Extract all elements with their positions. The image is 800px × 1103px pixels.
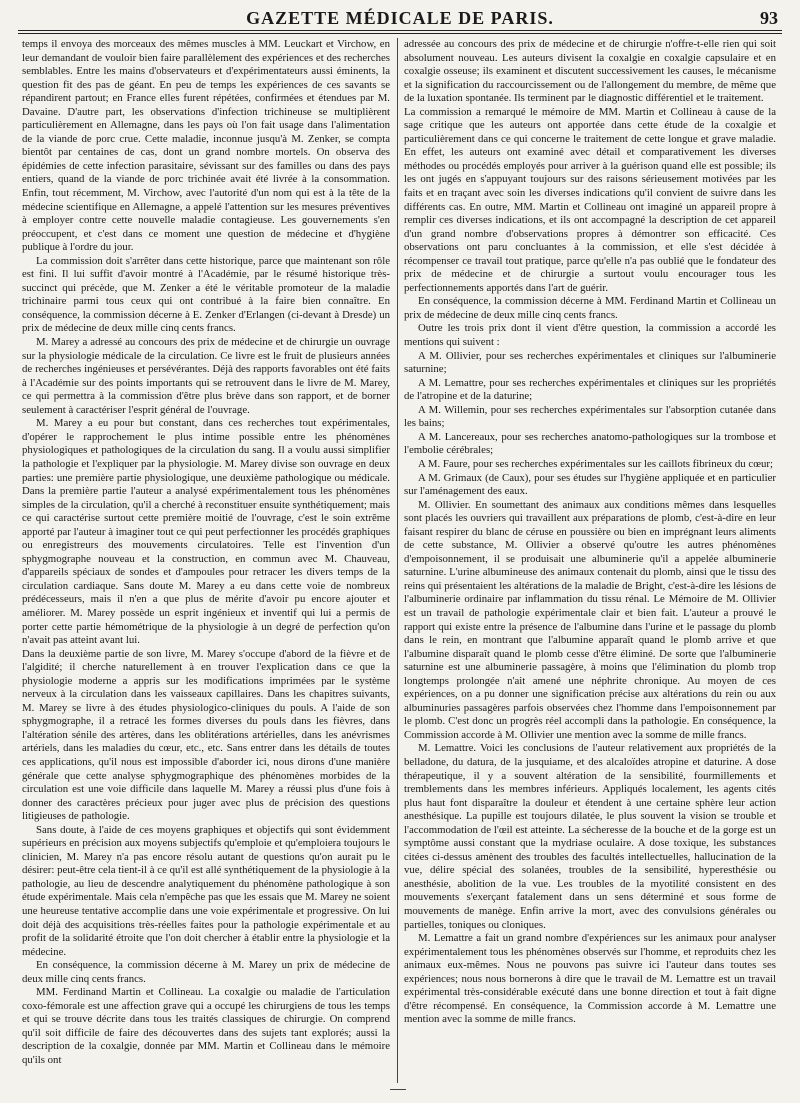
paragraph: A M. Ollivier, pour ses recherches expérimentales et cliniques sur l'albuminerie saturnine; <box>404 349 776 376</box>
paragraph: Outre les trois prix dont il vient d'être question, la commission a accordé les mentions qui suivent : <box>404 322 776 349</box>
paragraph: A M. Lancereaux, pour ses recherches anatomo-pathologiques sur la trombose et l'embolie cérébrales; <box>404 430 776 457</box>
journal-title: GAZETTE MÉDICALE DE PARIS. <box>246 8 554 28</box>
paragraph: A M. Faure, pour ses recherches expérimentales sur les caillots fibrineux du cœur; <box>418 457 773 470</box>
paragraph: M. Marey a adressé au concours des prix de médecine et de chirurgie un ouvrage sur la physiologie médicale de la circulation. Ce livre est le fruit de plusieurs années de recherches ingénieuses et persévérantes. Déjà des rapports favorables ont été faits à l'Académie sur des points importants qui se retrouvent dans le livre de M. Marey, ce qui permettra à la commission d'être plus brève dans son rapport, et de borner seulement à caractériser l'esprit général de l'ouvrage. <box>22 336 390 416</box>
paragraph: La commission doit s'arrêter dans cette historique, parce que maintenant son rôle est fini. Il lui suffit d'avoir montré à l'Académie, par le résumé historique très-succinct qui précède, que M. Zenker a été le véritable promoteur de la maladie trichinaire parmi tous ceux qui ont contribué à la faire bien connaître. En conséquence, la commission décerne à E. Zenker d'Erlangen (ci-devant à Dresde) un prix de médecine de deux mille cinq cents francs. <box>22 254 390 335</box>
page-number: 93 <box>760 8 778 28</box>
paragraph: adressée au concours des prix de médecine et de chirurgie n'offre-t-elle rien qui soit absolument nouveau. Les auteurs divisent la coxalgie en coxalgie capsulaire et en coxalgie osseuse; ils examinent et discutent successivement les causes, le mécanisme et la signification du raccourcissement ou de l'allongement du membre, de même que de la luxation spontanée. Ils terminent par le diagnostic différentiel et le traitement. <box>404 38 776 105</box>
paragraph: M. Lemattre. Voici les conclusions de l'auteur relativement aux propriétés de la belladone, du datura, de la jusquiame, et des alcaloïdes atropine et daturine. A dose thérapeutique, il y a souvent altération de la sensibilité, fourmillements et tremblements dans les membres inférieurs. Appliqués localement, les agents cités plus haut font disparaître la douleur et étendent à une certaine sphère leur action anesthésique. La pupille est toujours dilatée, le plus souvent la vision se trouble et l'accommodation de l'œil est atteinte. La sécheresse de la bouche et de la gorge est un symptôme aussi constant que la mydriase oculaire. A dose toxique, les substances citées ci-dessus amènent des troubles des facultés intellectuelles, hallucination de la vue, délire spécial des solanées, troubles de la sensibilité, hyperesthésie ou anesthésie, abolition de la vue. Les troubles de la myotilité consistent en des mouvements s'exerçant fatalement dans un sens déterminé et sous forme de mouvements de manège. Enfin arrive la mort, avec des convulsions générales ou partielles, toniques ou cloniques. <box>404 742 776 931</box>
paragraph: Sans doute, à l'aide de ces moyens graphiques et objectifs qui sont évidemment supérieurs en précision aux moyens subjectifs qu'emploie et qu'emploiera toujours le clinicien, M. Marey n'a pas encore résolu autant de questions qu'on aurait pu le désirer: peut-être cela tient-il à ce qu'il est allé synthétiquement de la physiologie à la pathologie, au lieu de descendre analytiquement du phénomène pathologique à son étude expérimentale. Mais cela n'empêche pas que les essais que M. Marey ne soient une heureuse tentative accomplie dans une voie expérimentale et progressive. On lui doit déjà des acquisitions très-réelles faites pour la pathologie expérimentale et au profit de la solidarité étroite que l'on doit chercher à établir entre la physiologie et la médecine. <box>22 823 390 958</box>
paragraph: En conséquence, la commission décerne à MM. Ferdinand Martin et Collineau un prix de médecine de deux mille cinq cents francs. <box>404 295 776 321</box>
left-column <box>22 38 390 1088</box>
paragraph: En conséquence, la commission décerne à M. Marey un prix de médecine de deux mille cinq cents francs. <box>22 959 390 985</box>
paragraph: Dans la deuxième partie de son livre, M. Marey s'occupe d'abord de la fièvre et de l'algidité; il cherche naturellement à en trouver l'explication dans ce que la physiologie moderne a appris sur les modifications imprimées par le système nerveux à la circulation dans les vaisseaux capillaires. Dans les chapitres suivants, M. Marey se livre à des études physiologico-cliniques du pouls. A l'aide de son sphygmographe, il a retracé les formes diverses du pouls dans les fièvres, dans l'altération sénile des artères, dans les oblitérations artérielles, dans les anévrismes artériels, dans les maladies du cœur, etc., etc. Sans entrer dans les détails de toutes ces applications, qu'il nous est impossible d'aborder ici, nous dirons d'une manière générale que cette analyse sphygmographique des phénomènes morbides de la circulation est une voie difficile dans laquelle M. Marey a réussi plus d'une fois à donner des caractères précieux pour juger avec plus de précision des questions litigieuses de pathologie. <box>22 647 390 823</box>
paragraph: A M. Willemin, pour ses recherches expérimentales sur l'absorption cutanée dans les bains; <box>404 403 776 430</box>
paragraph: MM. Ferdinand Martin et Collineau. La coxalgie ou maladie de l'articulation coxo-fémorale est une affection grave qui a occupé les chirurgiens de tous les temps et qui se trouve décrite dans tous les traités classiques de chirurgie. On comprend qu'il soit difficile de faire des découvertes dans des sujets tant explorés; aussi la description de la coxalgie, donnée par MM. Martin et Collineau dans le mémoire qu'ils ont <box>22 986 390 1067</box>
right-column <box>404 38 776 1088</box>
column-divider <box>397 38 398 1083</box>
paragraph: M. Ollivier. En soumettant des animaux aux conditions mêmes dans lesquelles sont placés les ouvriers qui travaillent aux préparations de plomb, c'est-à-dire en leur faisant respirer du blanc de céruse en poussière ou bien en imprégnant leurs aliments de cette substance, M. Ollivier a observé qu'outre les autres phénomènes d'empoisonnement, il se produisait une albuminerie qu'il a appelée albuminerie saturnine. L'urine albumineuse des animaux contenait du plomb, ainsi que le tissu des reins qui présentaient les altérations de la maladie de Bright, c'est-à-dire les lésions de l'albuminerie ordinaire par inflammation du tissu rénal. Le Mémoire de M. Ollivier est un travail de pathologie expérimentale clair et bien fait. L'auteur a prouvé le rapport qui existe entre la présence de l'albumine dans l'urine et le passage du plomb dans le rein, en montrant que l'albumine apparaît quand le plomb arrive et que l'albumine disparaît quand le plomb cesse d'être éliminé. De sorte que l'albuminerie saturnine est une albuminerie passagère, à moins que l'élimination du plomb trop longtemps prolongée n'ait amené une néphrite chronique. Au moyen de ces expériences, on a pu donner une signification précise aux altérations du rein ou aux albuminuries passagères parfois observées chez l'homme dans l'empoisonnement par le plomb. C'est donc un progrès réel accompli dans la pathologie. En conséquence, la Commission accorde à M. Ollivier une mention avec la somme de mille francs. <box>404 498 776 741</box>
paragraph: M. Marey a eu pour but constant, dans ces recherches tout expérimentales, d'opérer le rapprochement le plus intime possible entre les phénomènes physiologiques et pathologiques de la circulation du sang. Il a voulu aussi simplifier la pathologie et l'expliquer par la physiologie. M. Marey divise son ouvrage en deux parties: une première partie physiologique, une deuxième pathologique ou médicale. Dans la première partie l'auteur a analysé expérimentalement tous les phénomènes simples de la circulation, qu'il a cherché à reconstituer ensuite synthétiquement; mais ce qui caractérise surtout cette première moitié de l'ouvrage, c'est le soin extrême apporté par l'auteur à imaginer tout ce qui peut perfectionner les procédés graphiques ou enregistreurs des mouvements circulatoires. Telle est l'invention d'un sphygmographe nouveau et la construction, en commun avec M. Chauveau, d'appareils spéciaux de sondes et d'ampoules pour retracer les divers temps de la circulation cardiaque. Sans doute M. Marey a eu dans cette voie de nombreux prédécesseurs, mais il n'en a que plus de mérite d'avoir pu encore ajouter et améliorer. M. Marey possède un esprit ingénieux et inventif qui lui a permis de porter cette partie hémométrique de la physiologie à un degré de perfection qu'on n'avait pas atteint avant lui. <box>22 417 390 647</box>
paragraph: A M. Grimaux (de Caux), pour ses études sur l'hygiène appliquée et en particulier sur l'aménagement des eaux. <box>404 471 776 498</box>
paragraph: temps il envoya des morceaux des mêmes muscles à MM. Leuckart et Virchow, en leur demandant de vouloir bien faire parallèlement des expériences et des recherches semblables. Entre les mains d'observateurs et d'expérimentateurs aussi éminents, la question fit des pas de géant. En peu de temps les expériences de ces savants se répandirent partout; en France elles furent répétées, confirmées et étendues par M. Davaine. D'autre part, les observations d'infection trichineuse se multiplièrent particulièrement en Allemagne, dans les pays où l'on fait usage dans l'alimentation de la viande de porc crue. Cette maladie, inconnue jusqu'à M. Zenker, se compta bientôt par centaines de cas, dont un grand nombre mortels. On observa des épidémies de cette infection parasitaire, sévissant sur des familles ou dans des pays entiers, quand de la viande de porc trichinée avait été livrée à la consommation. Enfin, tout récemment, M. Virchow, avec l'autorité d'un nom qui est à la tête de la médecine scientifique en Allemagne, a appelé l'attention sur les mesures préventives à employer contre cette nouvelle maladie contagieuse. Les gouvernements s'en préoccupent, et c'est dans ce moment une question de médecine et d'hygiène publique à l'ordre du jour. <box>22 38 390 254</box>
footer-mark <box>390 1089 406 1090</box>
paragraph: La commission a remarqué le mémoire de MM. Martin et Collineau à cause de la sage critique que les auteurs ont apportée dans cette étude de la coxalgie et particulièrement dans ce qui concerne le traitement de cette longue et grave maladie. En effet, les auteurs ont examiné avec détail et comparativement les diverses méthodes ou procédés employés pour arriver à la guérison quand elle est possible; ils les ont jugés en s'appuyant toujours sur des raisons sérieusement motivées par les faits et en traçant avec soin les diverses indications qu'il convient de suivre dans les différents cas. En outre, MM. Martin et Collineau ont imaginé un appareil propre à remplir ces diverses indications, et ils ont accompagné la description de cet appareil d'un grand nombre d'observations propres à démontrer son efficacité. Ces observations ont paru concluantes à la commission, et elle s'est décidée à récompenser ce travail tout pratique, parce qu'elle n'a pas oublié que le fondateur des prix de médecine et de chirurgie a surtout voulu encourager tous les perfectionnements apportés dans l'art de guérir. <box>404 105 776 294</box>
header-rule <box>18 33 782 34</box>
paragraph: M. Lemattre a fait un grand nombre d'expériences sur les animaux pour analyser expérimentalement tous les phénomènes observés sur l'homme, et reproduits chez les animaux eux-mêmes. Nous ne pouvons pas suivre ici l'auteur dans toutes ses expériences; nous nous bornerons à dire que le travail de M. Lemattre est un travail expérimental très-considérable exécuté dans une bonne direction et tout à fait digne d'être récompensé. En conséquence, la Commission accorde à M. Lemattre une mention avec la somme de mille francs. <box>404 932 776 1026</box>
page-header <box>18 4 782 31</box>
paragraph: A M. Lemattre, pour ses recherches expérimentales et cliniques sur les propriétés de l'atropine et de la daturine; <box>404 376 776 403</box>
